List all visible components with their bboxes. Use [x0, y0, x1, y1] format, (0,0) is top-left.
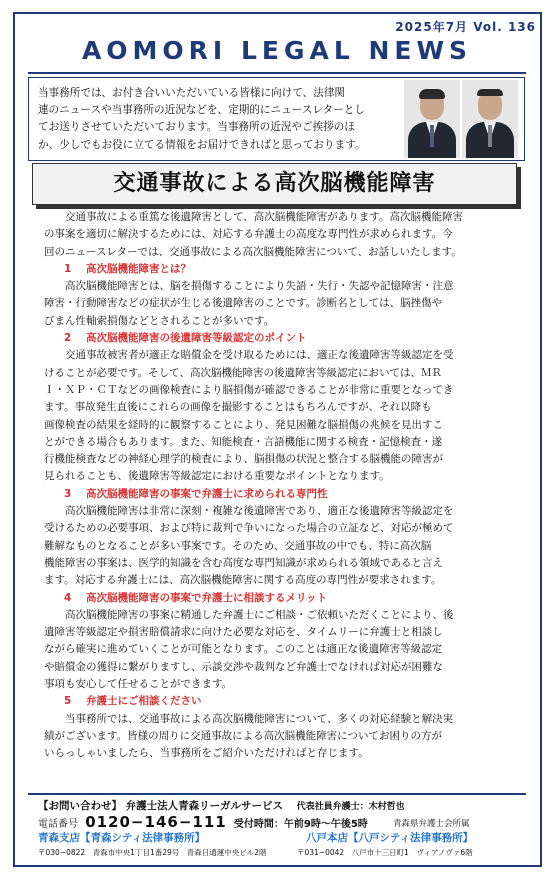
section-heading: 4 高次脳機能障害の事案で弁護士に相談するメリット — [64, 591, 328, 604]
text-line: 画像検査の結果を経時的に観察することにより、発見困難な脳損傷の兆候を見出すこ — [44, 418, 443, 431]
text-line: 回のニュースレターでは、交通事故による高次脳機能障害について、お話しいたします。 — [44, 245, 462, 258]
lawyer-photo-right — [462, 80, 518, 158]
address-hachinohe: 〒031−0042 八戸市十三日町1 ヴィアノヴァ6階 — [297, 848, 473, 857]
article-title-box — [32, 163, 517, 205]
intro-line: てお送りさせていただいております。当事務所の近況やご挨拶のほ — [38, 121, 355, 134]
text-line: びまん性軸索損傷などとされることが多いです。 — [44, 314, 275, 327]
lawyer-photo-left — [404, 80, 460, 158]
text-line: 受けるための必要事項、および特に裁判で争いになった場合の立証など、対応が極めて — [44, 522, 454, 535]
text-line: 交通事故被害者が適正な賠償金を受け取るためには、適正な後遺障害等級認定を受 — [65, 349, 454, 362]
bar-association: 青森県弁護士会所属 — [393, 819, 470, 829]
lead-paragraph — [44, 209, 521, 226]
text-line: とができる場合もあります。また、知能検査・言語機能に関する検査・記憶検査・遂 — [44, 435, 443, 448]
text-line: 績がございます。皆様の周りに交通事故による高次脳機能障害についてお困りの方が — [44, 729, 442, 742]
footer-phone-row — [38, 813, 470, 831]
footer-rule — [28, 793, 526, 795]
tel-label: 電話番号 — [38, 819, 78, 830]
section-heading: 2 高次脳機能障害の後遺障害等級認定のポイント — [64, 332, 307, 345]
contact-label: 【お問い合わせ】 — [38, 800, 122, 812]
intro-line: か、少しでもお役に立てる情報をお届けできればと思っております。 — [38, 138, 366, 151]
masthead-rule — [28, 72, 526, 74]
text-line: ます。事故発生直後にこれらの画像を撮影することはもちろんですが、それ以降も — [44, 401, 432, 414]
branch-aomori: 青森支店【青森シティ法律事務所】 — [38, 832, 206, 844]
footer-contact — [38, 798, 405, 813]
text-line: や賠償金の獲得に繋がりますし、示談交渉や裁判など弁護士でなければ対応が困難な — [44, 660, 443, 673]
text-line: 当事務所では、交通事故による高次脳機能障害について、多くの対応経験と解決実 — [65, 712, 454, 725]
address-aomori: 〒030−0822 青森市中央1丁目1番29号 青森日通運中央ビル2階 — [38, 848, 267, 857]
text-line: ます。対応する弁護士には、高次脳機能障害に関する高度の専門性が要求されます。 — [44, 574, 442, 587]
office-hours: 受付時間：午前9時〜午後5時 — [233, 819, 368, 830]
text-line: いらっしゃいましたら、当事務所をご紹介いただければと存じます。 — [44, 747, 369, 760]
text-line: 交通事故による重篤な後遺障害として、高次脳機能障害があります。高次脳機能障害 — [65, 211, 463, 223]
firm-name: 弁護士法人青森リーガルサービス — [125, 800, 283, 812]
text-line: 行機能検査などの神経心理学的検査により、脳損傷の状況と整合する脳機能の障害が — [44, 453, 443, 466]
text-line: 難解なものとなることが多い事案です。そのため、交通事故の中でも、特に高次脳 — [44, 539, 432, 552]
text-line: 高次脳機能障害は非常に深刻・複雑な後遺障害であり、適正な後遺障害等級認定を — [65, 505, 454, 518]
intro-line: 当事務所では、お付き合いいただいている皆様に向けて、法律関 — [38, 87, 346, 99]
article-body — [44, 209, 521, 763]
intro-text — [38, 85, 396, 154]
section-heading: 1 高次脳機能障害とは？ — [64, 262, 191, 275]
representative: 代表社員弁護士：木村哲也 — [296, 802, 405, 812]
text-line: 高次脳機能障害とは、脳を損傷することにより失語・失行・失認や記憶障害・注意 — [65, 280, 454, 293]
text-line: 見られることも、後遺障害等級認定における重要なポイントとなります。 — [44, 470, 390, 483]
article-title: 交通事故による高次脳機能障害 — [113, 171, 436, 196]
section-heading: 3 高次脳機能障害の事案で弁護士に求められる専門性 — [64, 487, 328, 500]
text-line: けることが必要です。そして、高次脳機能障害の後遺障害等級認定においては、ＭＲ — [44, 366, 442, 379]
text-line: の事案を適切に解決するためには、対応する弁護士の高度な専門性が求められます。今 — [44, 228, 453, 241]
section-heading: 5 弁護士にご相談ください — [64, 695, 202, 708]
text-line: Ｉ・ＸＰ・ＣＴなどの画像検査により脳損傷が確認できることが非常に重要となってき — [44, 383, 454, 396]
intro-line: 連のニュースや当事務所の近況などを、定期的にニュースレターとし — [38, 104, 365, 117]
text-line: 事項も安心して任せることができます。 — [44, 678, 233, 691]
issue-label: 2025年7月 Vol. 136 — [395, 20, 536, 34]
text-line: 遺障害等級認定や損害賠償請求に向けた必要な対応を、タイムリーに弁護士と相談し — [44, 626, 443, 639]
text-line: 機能障害の事案は、医学的知識を含む高度な専門知識が求められる領域であると言え — [44, 556, 443, 569]
text-line: ながら確実に進めていくことが可能となります。このことは適正な後遺障害等級認定 — [44, 643, 443, 656]
text-line: 障害・行動障害などの症状が生じる後遺障害のことです。診断名としては、脳挫傷や — [44, 297, 443, 310]
masthead-title: AOMORI LEGAL NEWS — [81, 36, 473, 65]
branch-hachinohe: 八戸本店【八戸シティ法律事務所】 — [306, 832, 474, 844]
tel-number[interactable]: 0120−146−111 — [85, 813, 227, 831]
text-line: 高次脳機能障害の事案に精通した弁護士にご相談・ご依頼いただくことにより、後 — [65, 608, 454, 621]
